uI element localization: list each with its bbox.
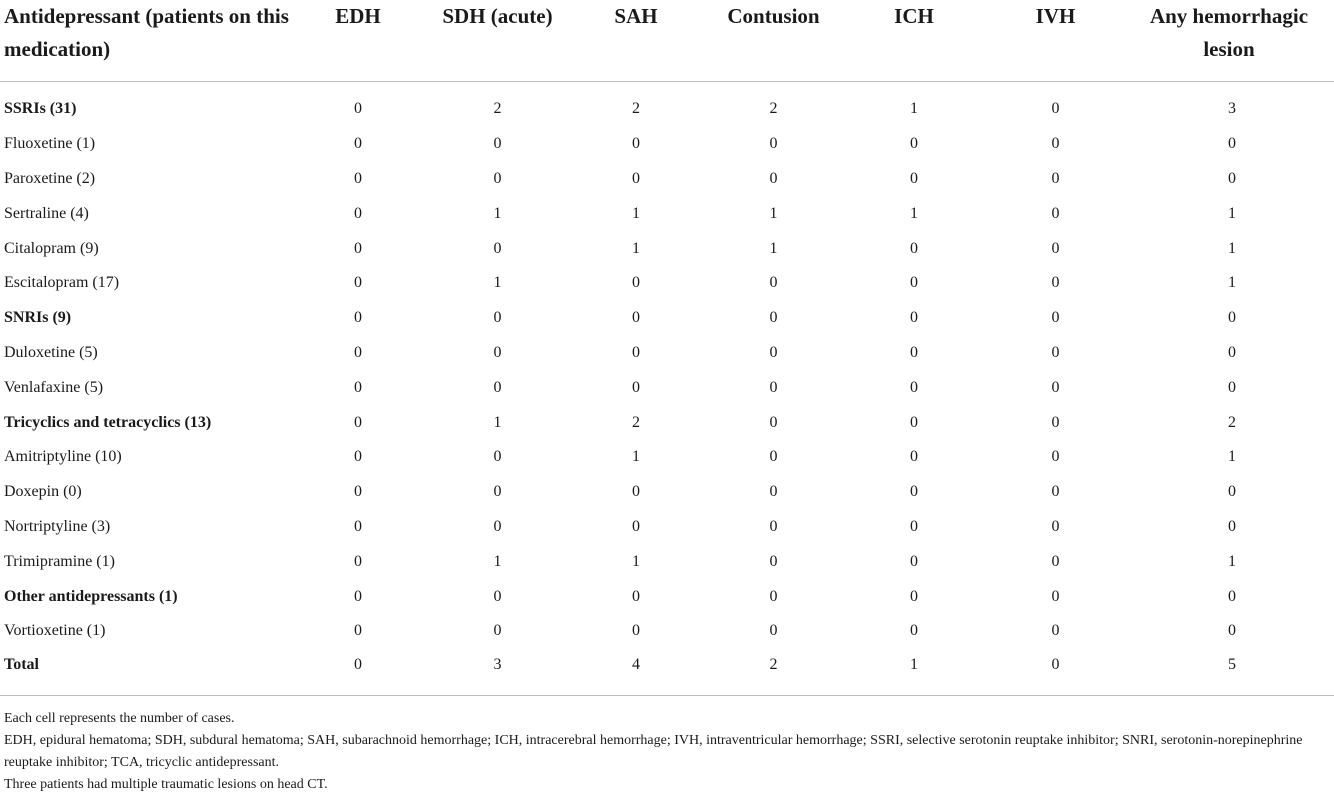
table-row (0, 162, 1334, 197)
cell-any-hemorrhagic-lesion: 1 (1228, 204, 1236, 222)
cell-ivh: 0 (1051, 135, 1060, 153)
cell-contusion: 0 (769, 343, 778, 361)
cell-any-hemorrhagic-lesion: 0 (1228, 587, 1236, 605)
row-label: Fluoxetine (1) (4, 135, 96, 153)
row-label: Citalopram (9) (4, 239, 99, 257)
table-row (0, 510, 1334, 545)
table-row (0, 266, 1334, 301)
footnote-cases: Each cell represents the number of cases. (4, 711, 235, 726)
cell-ivh: 0 (1051, 239, 1060, 257)
cell-ivh: 0 (1051, 448, 1060, 466)
cell-ivh: 0 (1051, 552, 1060, 570)
cell-contusion: 2 (700, 649, 847, 696)
cell-sdh-acute: 0 (493, 622, 502, 640)
cell-ich: 0 (910, 135, 918, 153)
cell-ich: 0 (910, 483, 918, 501)
cell-ich: 0 (910, 552, 918, 570)
cell-edh: 0 (354, 378, 362, 396)
cell-ivh: 0 (1051, 343, 1060, 361)
header-contusion: Contusion (700, 0, 847, 82)
cell-any-hemorrhagic-lesion: 1 (1228, 552, 1236, 570)
cell-ivh: 0 (1051, 622, 1060, 640)
header-sdh-acute: SDH (acute) (423, 0, 572, 82)
cell-any-hemorrhagic-lesion: 1 (1228, 448, 1236, 466)
table-row (0, 405, 1334, 440)
cell-sdh-acute: 0 (493, 448, 502, 466)
cell-sdh-acute: 1 (493, 274, 502, 292)
cell-ivh: 0 (1051, 169, 1060, 187)
footnote-abbreviations: EDH, epidural hematoma; SDH, subdural hematoma; SAH, subarachnoid hemorrhage; ICH, intracerebral hemorrhage; IVH, intraventricular hemorrhage; SSRI, selective serotonin reuptake inhibitor; SNRI, serotonin-norepinephrine reuptake inhibitor; TCA, tricyclic antidepressant. (4, 733, 1303, 770)
table-body (0, 82, 1334, 696)
row-label: SNRIs (9) (4, 309, 72, 327)
cell-contusion: 0 (769, 448, 778, 466)
cell-edh: 0 (354, 309, 362, 327)
cell-any-hemorrhagic-lesion: 0 (1228, 309, 1236, 327)
cell-contusion: 2 (769, 100, 778, 118)
header-ich: ICH (847, 0, 981, 82)
cell-edh: 0 (354, 552, 362, 570)
cell-edh: 0 (354, 448, 362, 466)
cell-edh: 0 (354, 239, 362, 257)
cell-edh: 0 (354, 343, 362, 361)
table-row (0, 649, 1334, 696)
cell-contusion: 0 (769, 483, 778, 501)
table-header (0, 0, 1334, 82)
cell-any-hemorrhagic-lesion: 5 (1130, 649, 1334, 696)
cell-sah: 0 (632, 169, 640, 187)
header-row (0, 0, 1334, 82)
cell-ivh: 0 (1051, 483, 1060, 501)
row-label: Other antidepressants (1) (4, 587, 178, 605)
row-label: Tricyclics and tetracyclics (13) (4, 413, 212, 431)
row-label: Nortriptyline (3) (4, 517, 111, 535)
cell-sdh-acute: 1 (493, 413, 502, 431)
row-label: Trimipramine (1) (4, 552, 115, 570)
cell-sah: 2 (632, 413, 640, 431)
cell-edh: 0 (354, 517, 362, 535)
header-sah: SAH (572, 0, 700, 82)
cell-sdh-acute: 0 (493, 309, 502, 327)
cell-any-hemorrhagic-lesion: 0 (1228, 378, 1236, 396)
table-row (0, 336, 1334, 371)
cell-sdh-acute: 0 (493, 378, 502, 396)
cell-sdh-acute: 0 (493, 483, 502, 501)
row-label: Amitriptyline (10) (4, 448, 122, 466)
cell-contusion: 1 (769, 239, 778, 257)
cell-sdh-acute: 0 (493, 587, 502, 605)
cell-contusion: 0 (769, 413, 778, 431)
cell-contusion: 0 (769, 274, 778, 292)
header-any-hemorrhagic-lesion (1130, 0, 1334, 82)
cell-ich: 1 (910, 204, 918, 222)
cell-any-hemorrhagic-lesion: 0 (1228, 517, 1236, 535)
table-row (0, 196, 1334, 231)
cell-edh: 0 (354, 135, 362, 153)
row-label: Paroxetine (2) (4, 169, 96, 187)
row-label: Total (0, 649, 293, 696)
table-row (0, 231, 1334, 266)
cell-sdh-acute: 0 (493, 343, 502, 361)
cell-sah: 2 (632, 100, 640, 118)
cell-ivh: 0 (1051, 274, 1060, 292)
cell-edh: 0 (354, 204, 362, 222)
cell-sdh-acute: 3 (423, 649, 572, 696)
cell-ich: 0 (910, 378, 918, 396)
cell-any-hemorrhagic-lesion: 1 (1228, 239, 1236, 257)
cell-ich: 0 (910, 239, 918, 257)
table-row (0, 475, 1334, 510)
cell-any-hemorrhagic-lesion: 0 (1228, 622, 1236, 640)
cell-sah: 1 (632, 239, 640, 257)
cell-sah: 0 (632, 378, 640, 396)
cell-sah: 0 (632, 274, 640, 292)
row-label: Venlafaxine (5) (4, 378, 104, 396)
cell-ich: 0 (910, 169, 918, 187)
cell-ivh: 0 (1051, 204, 1060, 222)
row-label: Sertraline (4) (4, 204, 89, 222)
cell-any-hemorrhagic-lesion: 0 (1228, 135, 1236, 153)
cell-any-hemorrhagic-lesion: 2 (1228, 413, 1236, 431)
cell-sdh-acute: 0 (493, 517, 502, 535)
cell-ich: 0 (910, 517, 918, 535)
cell-sdh-acute: 1 (493, 204, 502, 222)
cell-any-hemorrhagic-lesion: 0 (1228, 169, 1236, 187)
cell-ivh: 0 (981, 649, 1130, 696)
row-label: Escitalopram (17) (4, 274, 120, 292)
table-row (0, 579, 1334, 614)
cell-ivh: 0 (1051, 413, 1060, 431)
row-label: Duloxetine (5) (4, 343, 98, 361)
cell-contusion: 0 (769, 309, 778, 327)
table-row (0, 614, 1334, 649)
footnote-multiple-lesions: Three patients had multiple traumatic lesions on head CT. (4, 777, 328, 792)
table-row (0, 82, 1334, 127)
cell-sah: 0 (632, 517, 640, 535)
cell-sdh-acute: 0 (493, 135, 502, 153)
cell-any-hemorrhagic-lesion: 3 (1228, 100, 1236, 118)
cell-edh: 0 (354, 483, 362, 501)
cell-sdh-acute: 1 (493, 552, 502, 570)
cell-ivh: 0 (1051, 309, 1060, 327)
cell-ich: 0 (910, 448, 918, 466)
cell-sah: 0 (632, 343, 640, 361)
row-label: Vortioxetine (1) (4, 622, 106, 640)
cell-edh: 0 (354, 622, 362, 640)
cell-sah: 0 (632, 483, 640, 501)
cell-contusion: 0 (769, 169, 778, 187)
cell-sdh-acute: 0 (493, 239, 502, 257)
cell-ich: 0 (910, 587, 918, 605)
header-ivh: IVH (981, 0, 1130, 82)
row-label: SSRIs (31) (4, 100, 77, 118)
header-edh: EDH (293, 0, 423, 82)
table-row (0, 440, 1334, 475)
cell-edh: 0 (354, 100, 362, 118)
cell-ich: 1 (910, 100, 918, 118)
cell-ich: 0 (910, 413, 918, 431)
cell-any-hemorrhagic-lesion: 0 (1228, 483, 1236, 501)
cell-ivh: 0 (1051, 100, 1060, 118)
cell-edh: 0 (354, 169, 362, 187)
table-row (0, 301, 1334, 336)
cell-ich: 0 (910, 622, 918, 640)
cell-sah: 4 (572, 649, 700, 696)
cell-sah: 1 (632, 204, 640, 222)
cell-sdh-acute: 2 (493, 100, 502, 118)
cell-edh: 0 (354, 274, 362, 292)
cell-ich: 0 (910, 274, 918, 292)
table-row (0, 370, 1334, 405)
cell-edh: 0 (354, 587, 362, 605)
cell-sdh-acute: 0 (493, 169, 502, 187)
cell-contusion: 0 (769, 135, 778, 153)
cell-ivh: 0 (1051, 378, 1060, 396)
table-footnotes (4, 708, 1330, 796)
cell-any-hemorrhagic-lesion: 1 (1228, 274, 1236, 292)
cell-any-hemorrhagic-lesion: 0 (1228, 343, 1236, 361)
table-row (0, 544, 1334, 579)
cell-contusion: 0 (769, 517, 778, 535)
cell-ivh: 0 (1051, 517, 1060, 535)
cell-sah: 1 (632, 552, 640, 570)
cell-contusion: 0 (769, 587, 778, 605)
header-any-hemorrhagic-lesion-text: Any hemorrhagic lesion (1149, 4, 1309, 61)
cell-ich: 1 (847, 649, 981, 696)
cell-sah: 0 (632, 622, 640, 640)
row-label: Doxepin (0) (4, 483, 82, 501)
cell-sah: 0 (632, 587, 640, 605)
cell-sah: 1 (632, 448, 640, 466)
cell-ich: 0 (910, 343, 918, 361)
cell-sah: 0 (632, 309, 640, 327)
cell-contusion: 0 (769, 378, 778, 396)
cell-contusion: 1 (769, 204, 778, 222)
cell-edh: 0 (293, 649, 423, 696)
cell-contusion: 0 (769, 552, 778, 570)
cell-ivh: 0 (1051, 587, 1060, 605)
cell-edh: 0 (354, 413, 362, 431)
header-antidepressant: Antidepressant (patients on this medication) (0, 0, 293, 82)
table-row (0, 127, 1334, 162)
cell-ich: 0 (910, 309, 918, 327)
cell-sah: 0 (632, 135, 640, 153)
cell-contusion: 0 (769, 622, 778, 640)
